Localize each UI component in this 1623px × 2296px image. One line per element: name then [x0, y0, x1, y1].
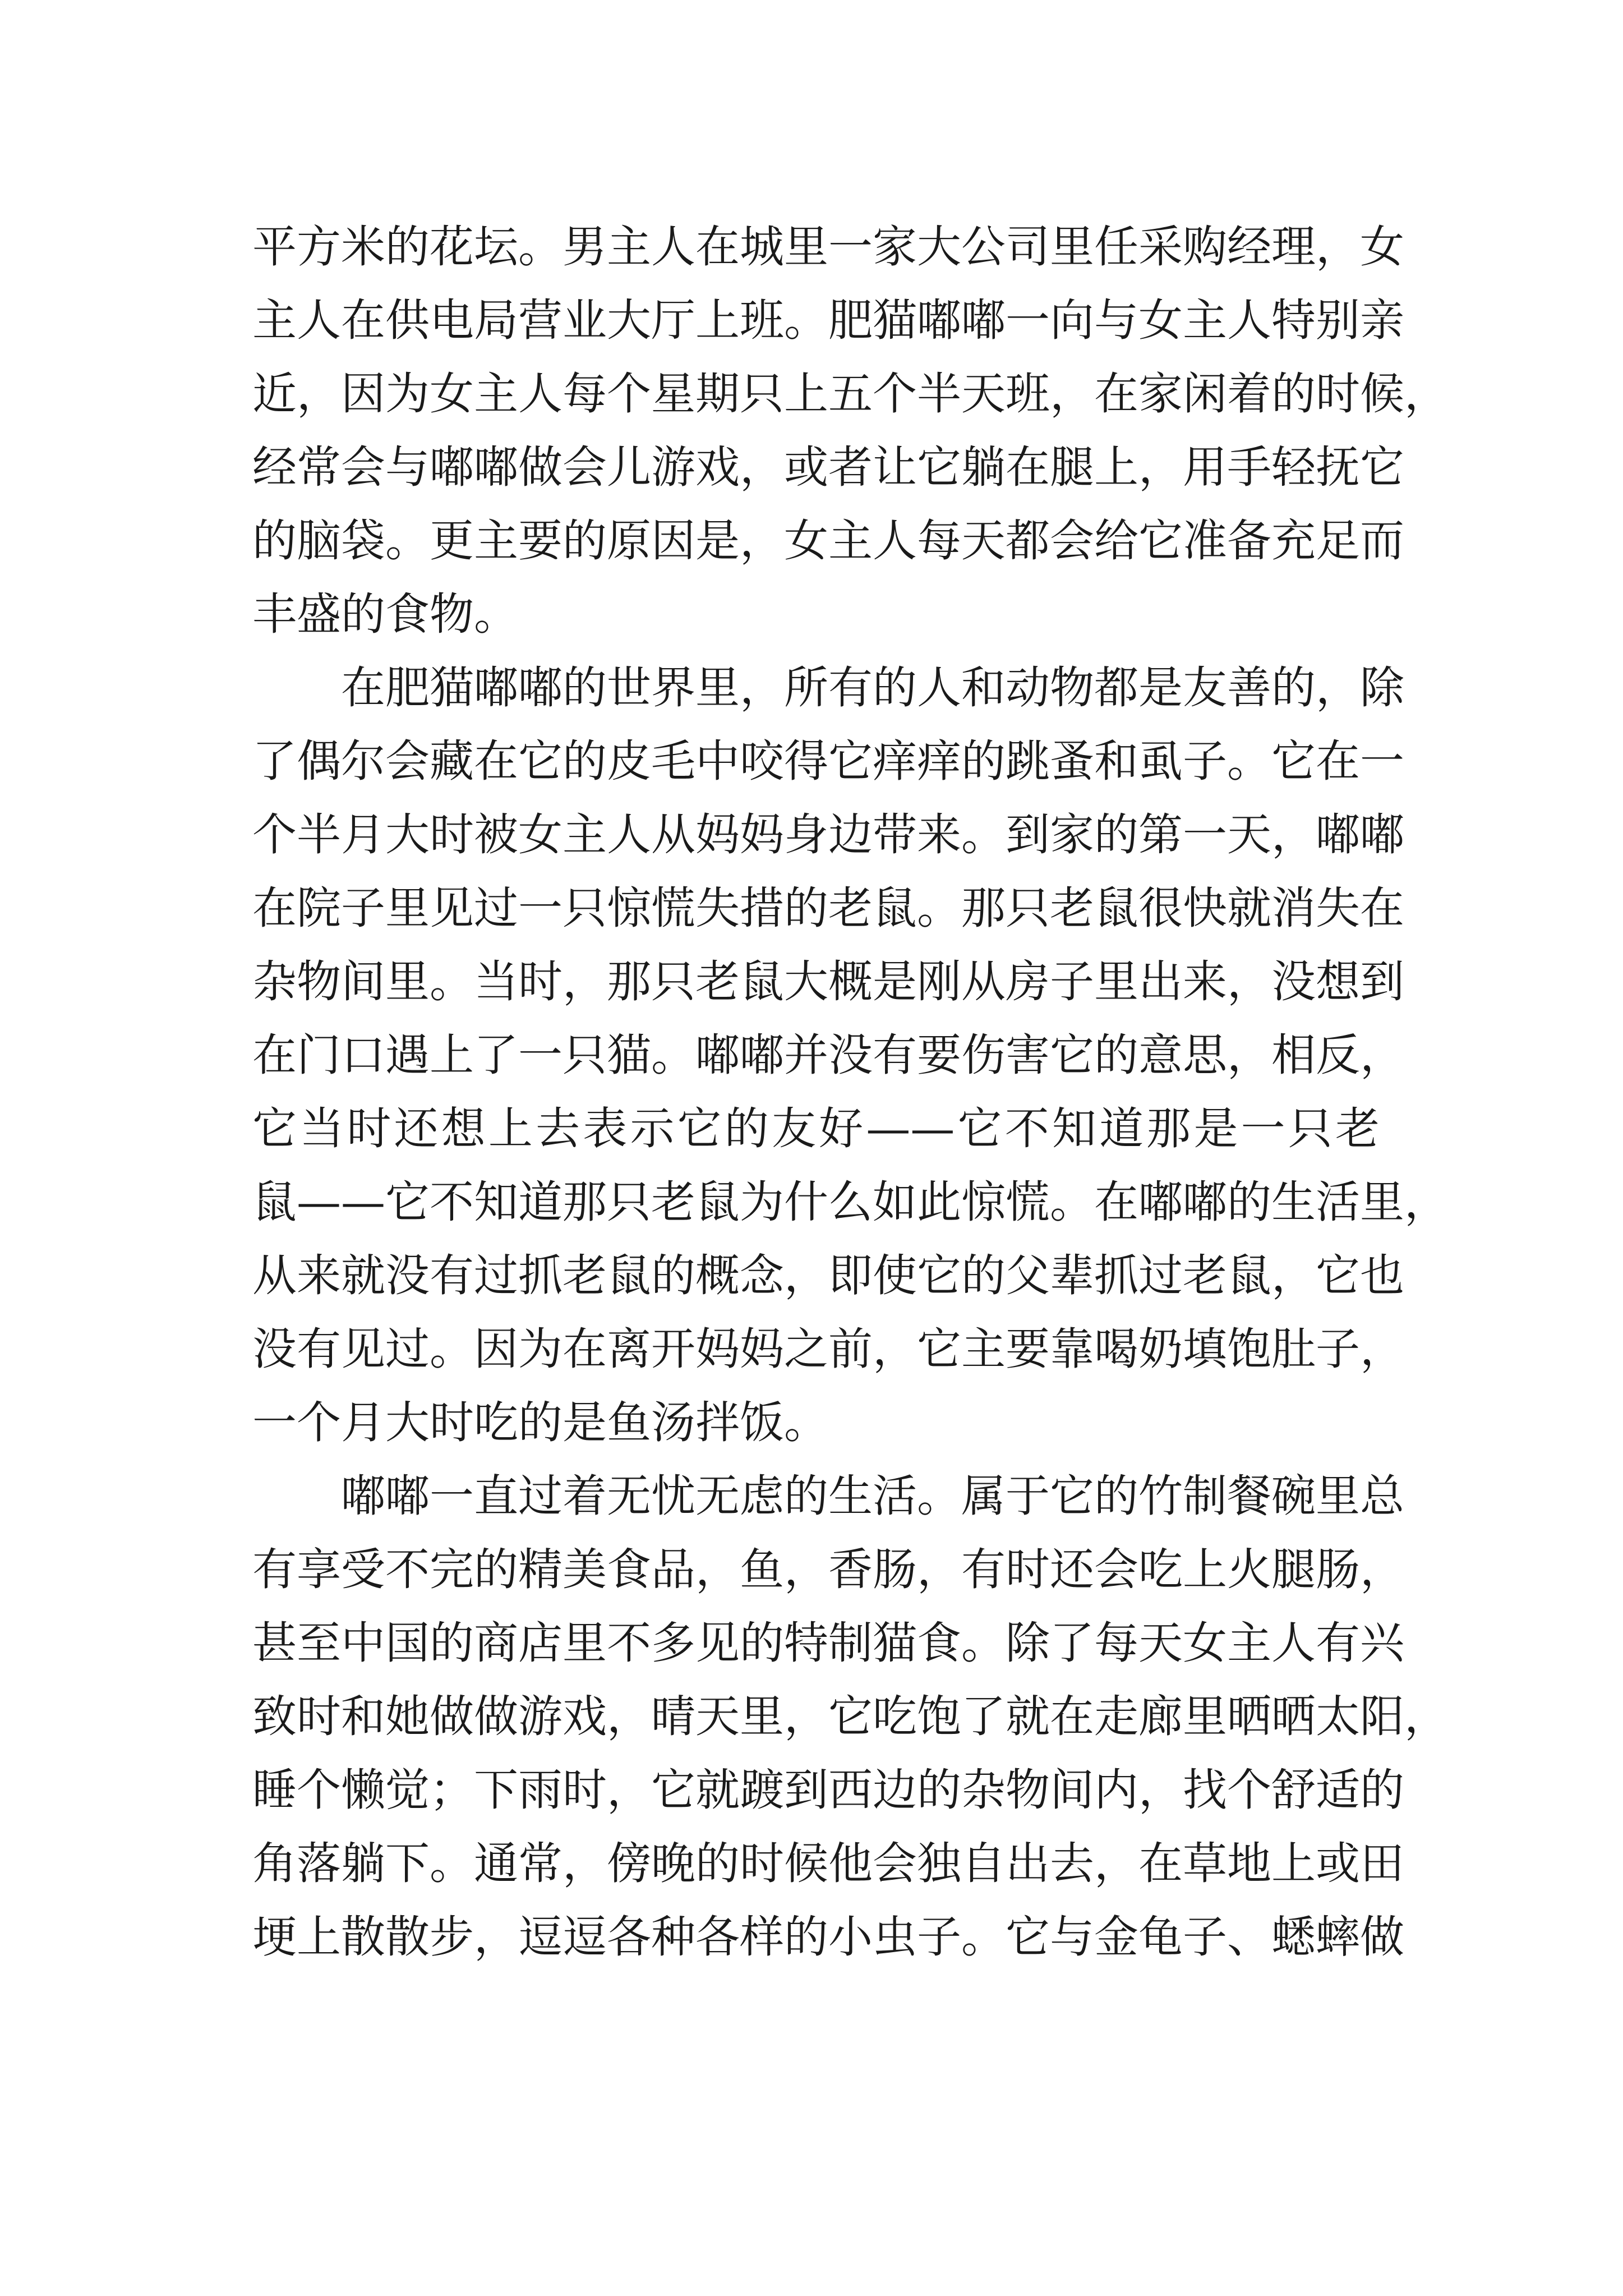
text-line: 了偶尔会藏在它的皮毛中咬得它痒痒的跳蚤和虱子。它在一: [252, 735, 1404, 787]
text-line: 埂上散散步，逗逗各种各样的小虫子。它与金龟子、蟋蟀做: [252, 1911, 1404, 1963]
text-line: 丰盛的食物。: [252, 588, 518, 640]
text-line: 一个月大时吃的是鱼汤拌饭。: [252, 1397, 828, 1448]
text-line: 睡个懒觉；下雨时，它就踱到西边的杂物间内，找个舒适的: [252, 1764, 1404, 1816]
text-line: 有享受不完的精美食品，鱼，香肠，有时还会吃上火腿肠，: [252, 1544, 1404, 1595]
paragraph-1: [252, 210, 1449, 651]
text-line: 经常会与嘟嘟做会儿游戏，或者让它躺在腿上，用手轻抚它: [252, 441, 1404, 493]
text-line: 嘟嘟一直过着无忧无虑的生活。属于它的竹制餐碗里总: [341, 1470, 1404, 1522]
text-line: 鼠——它不知道那只老鼠为什么如此惊慌。在嘟嘟的生活里，: [252, 1176, 1449, 1228]
text-line: 甚至中国的商店里不多见的特制猫食。除了每天女主人有兴: [252, 1617, 1404, 1669]
text-line: 在肥猫嘟嘟的世界里，所有的人和动物都是友善的，除: [341, 662, 1404, 714]
text-line: 的脑袋。更主要的原因是，女主人每天都会给它准备充足而: [252, 515, 1404, 567]
body-text: [252, 210, 1449, 1974]
text-line: 角落躺下。通常，傍晚的时候他会独自出去，在草地上或田: [252, 1838, 1404, 1889]
paragraph-2: [252, 651, 1449, 1460]
text-line: 主人在供电局营业大厅上班。肥猫嘟嘟一向与女主人特别亲: [252, 295, 1404, 346]
text-line: 从来就没有过抓老鼠的概念，即使它的父辈抓过老鼠，它也: [252, 1250, 1404, 1301]
text-line: 平方米的花坛。男主人在城里一家大公司里任采购经理，女: [252, 221, 1404, 273]
text-line: 在门口遇上了一只猫。嘟嘟并没有要伤害它的意思，相反，: [252, 1029, 1404, 1081]
text-line: 个半月大时被女主人从妈妈身边带来。到家的第一天，嘟嘟: [252, 809, 1404, 861]
text-line: 杂物间里。当时，那只老鼠大概是刚从房子里出来，没想到: [252, 956, 1404, 1007]
text-line: 在院子里见过一只惊慌失措的老鼠。那只老鼠很快就消失在: [252, 882, 1404, 934]
paragraph-3: [252, 1460, 1449, 1974]
text-line: 近，因为女主人每个星期只上五个半天班，在家闲着的时候，: [252, 368, 1449, 420]
text-line: 没有见过。因为在离开妈妈之前，它主要靠喝奶填饱肚子，: [252, 1323, 1404, 1375]
text-line: 它当时还想上去表示它的友好——它不知道那是一只老: [252, 1103, 1380, 1154]
text-line: 致时和她做做游戏，晴天里，它吃饱了就在走廊里晒晒太阳，: [252, 1691, 1449, 1742]
